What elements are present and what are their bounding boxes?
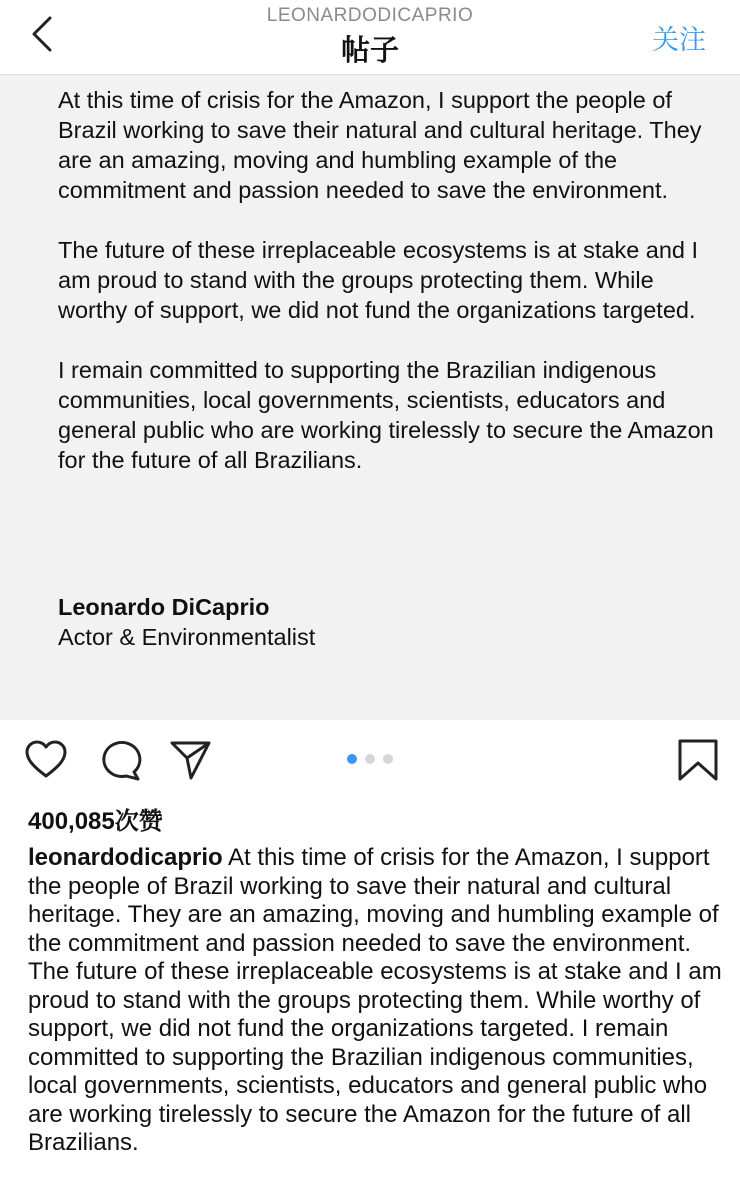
share-icon xyxy=(168,738,212,782)
heart-icon xyxy=(24,738,68,782)
bookmark-button[interactable] xyxy=(676,738,720,782)
action-bar xyxy=(0,720,740,800)
carousel-dot xyxy=(365,754,375,764)
comment-button[interactable] xyxy=(98,738,142,782)
signature-title: Actor & Environmentalist xyxy=(58,624,316,650)
caption-username[interactable]: leonardodicaprio xyxy=(28,844,223,871)
statement-paragraph: At this time of crisis for the Amazon, I support the people of Brazil working to save their natural and cultural heritage. They are an amazing, moving and humbling example of the commitment and passion needed to save the environment. xyxy=(58,87,702,203)
follow-button[interactable]: 关注 xyxy=(652,25,706,55)
statement-paragraph: The future of these irreplaceable ecosystems is at stake and I am proud to stand with the groups protecting them. While worthy of support, we did not fund the organizations targeted. xyxy=(58,237,699,323)
carousel-dot-active xyxy=(347,754,357,764)
signature xyxy=(58,592,315,652)
statement-text xyxy=(58,85,718,505)
post-caption xyxy=(28,844,728,1158)
account-name[interactable]: LEONARDODICAPRIO xyxy=(266,5,474,26)
like-count[interactable]: 400,085次赞 xyxy=(28,808,163,835)
caption-text: At this time of crisis for the Amazon, I support the people of Brazil working to save their natural and cultural heritage. They are an amazing, moving and humbling example of the commitment and passion needed to save the environment. The future of these irreplaceable ecosystems is at stake and I am proud to stand with the groups protecting them. While worthy of support, we did not fund the organizations targeted. I remain committed to supporting the Brazilian indigenous communities, local governments, scientists, educators and general public who are working tirelessly to secure the Amazon for the future of all Brazilians. xyxy=(28,844,722,1156)
bookmark-icon xyxy=(676,738,720,782)
comment-icon xyxy=(98,738,142,782)
share-button[interactable] xyxy=(168,738,212,782)
statement-paragraph: I remain committed to supporting the Brazilian indigenous communities, local governments, scientists, educators and general public who are working tirelessly to secure the Amazon for the future of all Brazilians. xyxy=(58,357,714,473)
carousel-indicator xyxy=(347,754,393,764)
carousel-dot xyxy=(383,754,393,764)
signature-name: Leonardo DiCaprio xyxy=(58,594,270,620)
top-bar xyxy=(0,0,740,75)
post-image[interactable] xyxy=(0,75,740,720)
page-title: 帖子 xyxy=(340,35,399,67)
like-button[interactable] xyxy=(24,738,68,782)
